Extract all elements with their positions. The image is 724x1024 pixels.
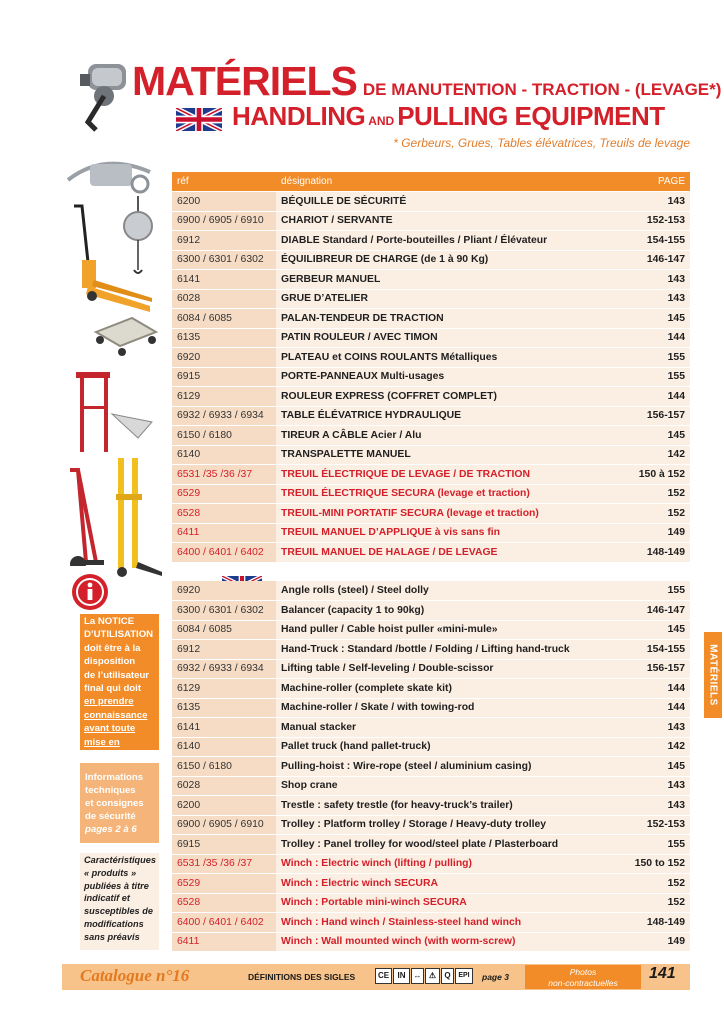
header-page: PAGE [626,172,690,192]
table-row [172,679,690,699]
row-designation: Trolley : Panel trolley for wood/steel plate / Plasterboard [276,835,626,855]
table-row [172,932,690,952]
table-row [172,893,690,913]
hand-winch-image [74,60,136,140]
row-ref: 6531 /35 /36 /37 [172,854,276,874]
row-designation: Lifting table / Self-leveling / Double-scissor [276,659,626,679]
table-row [172,289,690,309]
table-row [172,815,690,835]
row-ref: 6912 [172,640,276,660]
notice-line: doit être à la [84,642,141,654]
row-page: 154-155 [626,640,690,660]
row-designation: Manual stacker [276,718,626,738]
row-designation: Pulling-hoist : Wire-rope (steel / aluminium casing) [276,757,626,777]
table-row [172,835,690,855]
cable-puller-image [64,150,154,202]
header-footnote: * Gerbeurs, Grues, Tables élévatrices, Treuils de levage [393,136,690,150]
row-designation: Shop crane [276,776,626,796]
tech-line: Informations [85,772,144,783]
technical-info-box [80,763,159,843]
row-page: 155 [626,581,690,601]
row-ref: 6141 [172,718,276,738]
page-subtitle [232,101,665,132]
row-page: 152-153 [626,211,690,231]
notice-line: avant toute [84,723,136,735]
stacker-image [108,454,164,580]
row-ref: 6915 [172,367,276,387]
row-designation: Winch : Hand winch / Stainless-steel hand winch [276,913,626,933]
side-tab-label: MATÉRIELS [707,644,719,706]
row-ref: 6900 / 6905 / 6910 [172,211,276,231]
row-ref: 6028 [172,776,276,796]
row-designation: BÉQUILLE DE SÉCURITÉ [276,192,626,212]
table-row [172,620,690,640]
row-designation: DIABLE Standard / Porte-bouteilles / Pliant / Élévateur [276,231,626,251]
row-designation: Hand puller / Cable hoist puller «mini-mule» [276,620,626,640]
definitions-label: DÉFINITIONS DES SIGLES [248,972,356,982]
row-page: 155 [626,348,690,368]
row-designation: Hand-Truck : Standard /bottle / Folding / Lifting hand-truck [276,640,626,660]
row-page: 142 [626,737,690,757]
row-page: 146-147 [626,601,690,621]
row-designation: PLATEAU et COINS ROULANTS Métalliques [276,348,626,368]
row-designation: TREUIL MANUEL DE HALAGE / DE LEVAGE [276,543,626,563]
row-designation: Winch : Electric winch (lifting / pulling) [276,854,626,874]
table-row [172,698,690,718]
table-row [172,231,690,251]
row-page: 152-153 [626,815,690,835]
row-designation: Winch : Wall mounted winch (with worm-screw) [276,932,626,952]
tech-line: et consignes [85,798,144,809]
table-row [172,348,690,368]
table-header-row [172,172,690,192]
row-designation: ÉQUILIBREUR DE CHARGE (de 1 à 90 Kg) [276,250,626,270]
arrows-icon: ↔ [411,968,424,984]
page-title [132,58,721,105]
row-ref: 6411 [172,932,276,952]
row-page: 143 [626,289,690,309]
uk-flag-icon [176,108,222,131]
trestle-image [72,366,156,454]
table-row [172,718,690,738]
row-ref: 6140 [172,445,276,465]
usage-notice-box [80,614,159,762]
notice-line: D’UTILISATION [84,629,154,641]
header-designation: désignation [276,172,626,192]
disclaimer-line: sans préavis [84,931,140,942]
hand-truck-image [64,466,108,576]
row-designation: Trestle : safety trestle (for heavy-truck’s trailer) [276,796,626,816]
table-row [172,640,690,660]
notice-line: final qui doit [84,683,142,695]
row-ref: 6400 / 6401 / 6402 [172,543,276,563]
row-ref: 6150 / 6180 [172,426,276,446]
notice-line: de l’utilisateur [84,669,150,681]
row-ref: 6529 [172,484,276,504]
table-row [172,426,690,446]
definitions-page-ref: page 3 [482,972,509,982]
row-page: 155 [626,835,690,855]
row-designation: ROULEUR EXPRESS (COFFRET COMPLET) [276,387,626,407]
title-main: MATÉRIELS [132,58,357,104]
row-designation: TREUIL ÉLECTRIQUE DE LEVAGE / DE TRACTION [276,465,626,485]
info-icon [60,566,114,616]
row-designation: TREUIL-MINI PORTATIF SECURA (levage et traction) [276,504,626,524]
english-reference-table [172,581,690,952]
row-ref: 6528 [172,893,276,913]
table-row [172,659,690,679]
norm-mark-icon: IN [393,968,410,984]
row-page: 156-157 [626,659,690,679]
notice-exclamation: ! [117,750,123,762]
table-row [172,737,690,757]
table-row [172,211,690,231]
quality-mark-icon: Q [441,968,454,984]
disclaimer-line: « produits » [84,867,137,878]
row-designation: TIREUR A CÂBLE Acier / Alu [276,426,626,446]
row-designation: Trolley : Platform trolley / Storage / Heavy-duty trolley [276,815,626,835]
table-row [172,484,690,504]
row-designation: GERBEUR MANUEL [276,270,626,290]
table-row [172,504,690,524]
row-designation: Pallet truck (hand pallet-truck) [276,737,626,757]
row-ref: 6529 [172,874,276,894]
row-designation: PALAN-TENDEUR DE TRACTION [276,309,626,329]
notice-line: disposition [84,656,136,668]
row-ref: 6400 / 6401 / 6402 [172,913,276,933]
row-designation: TABLE ÉLÉVATRICE HYDRAULIQUE [276,406,626,426]
row-ref: 6920 [172,348,276,368]
row-ref: 6912 [172,231,276,251]
table-row [172,270,690,290]
notice-line: connaissance [84,709,148,721]
row-designation: CHARIOT / SERVANTE [276,211,626,231]
row-designation: GRUE D’ATELIER [276,289,626,309]
row-page: 145 [626,620,690,640]
table-row [172,854,690,874]
table-row [172,601,690,621]
notice-la: La [84,616,98,627]
row-page: 148-149 [626,543,690,563]
table-row [172,328,690,348]
disclaimer-line: modifications [84,918,144,929]
row-page: 152 [626,893,690,913]
row-page: 156-157 [626,406,690,426]
row-page: 149 [626,523,690,543]
row-page: 152 [626,484,690,504]
row-ref: 6129 [172,387,276,407]
tech-pages: pages 2 à 6 [85,824,137,835]
row-page: 149 [626,932,690,952]
row-ref: 6900 / 6905 / 6910 [172,815,276,835]
row-designation: Machine-roller / Skate / with towing-rod [276,698,626,718]
row-ref: 6300 / 6301 / 6302 [172,601,276,621]
table-row [172,445,690,465]
row-page: 143 [626,796,690,816]
table-row [172,796,690,816]
row-page: 152 [626,504,690,524]
row-page: 152 [626,874,690,894]
row-ref: 6932 / 6933 / 6934 [172,659,276,679]
row-ref: 6531 /35 /36 /37 [172,465,276,485]
row-designation: PORTE-PANNEAUX Multi-usages [276,367,626,387]
table-row [172,192,690,212]
row-page: 154-155 [626,231,690,251]
table-row [172,406,690,426]
row-page: 142 [626,445,690,465]
table-row [172,309,690,329]
row-designation: Balancer (capacity 1 to 90kg) [276,601,626,621]
row-ref: 6150 / 6180 [172,757,276,777]
row-ref: 6920 [172,581,276,601]
row-ref: 6915 [172,835,276,855]
header-ref: réf [172,172,276,192]
disclaimer-line: Caractéristiques [84,855,157,865]
row-page: 143 [626,270,690,290]
row-page: 150 à 152 [626,465,690,485]
photos-line: non-contractuelles [548,977,618,988]
row-designation: TRANSPALETTE MANUEL [276,445,626,465]
french-reference-table [172,172,690,563]
section-side-tab [704,632,722,718]
table-row [172,367,690,387]
catalogue-label: Catalogue n°16 [80,966,190,985]
row-ref: 6084 / 6085 [172,309,276,329]
row-ref: 6135 [172,328,276,348]
row-ref: 6200 [172,192,276,212]
notice-label: NOTICE [97,616,135,627]
row-designation: PATIN ROULEUR / AVEC TIMON [276,328,626,348]
table-row [172,543,690,563]
notice-line: en prendre [84,696,134,708]
subtitle-handling: HANDLING [232,101,366,131]
disclaimer-line: indicatif et [84,893,130,904]
row-page: 144 [626,328,690,348]
subtitle-pulling: PULLING EQUIPMENT [397,101,665,131]
table-row [172,387,690,407]
steel-dolly-image [92,314,158,358]
row-ref: 6028 [172,289,276,309]
row-page: 146-147 [626,250,690,270]
table-row [172,913,690,933]
subtitle-and: AND [368,114,395,128]
notice-line: mise en service [84,736,120,762]
row-page: 144 [626,387,690,407]
row-ref: 6140 [172,737,276,757]
row-designation: Winch : Electric winch SECURA [276,874,626,894]
row-page: 145 [626,309,690,329]
table-row [172,757,690,777]
row-ref: 6300 / 6301 / 6302 [172,250,276,270]
table-row [172,465,690,485]
row-page: 148-149 [626,913,690,933]
tech-line: techniques [85,785,136,796]
row-ref: 6135 [172,698,276,718]
row-page: 145 [626,757,690,777]
row-designation: TREUIL ÉLECTRIQUE SECURA (levage et traction) [276,484,626,504]
row-ref: 6141 [172,270,276,290]
row-page: 143 [626,192,690,212]
characteristics-disclaimer-box [80,853,159,950]
row-page: 143 [626,718,690,738]
warning-icon: ⚠ [425,968,440,984]
row-ref: 6932 / 6933 / 6934 [172,406,276,426]
row-ref: 6200 [172,796,276,816]
disclaimer-line: publiées à titre [84,880,149,891]
photos-line: Photos [569,967,597,977]
row-page: 155 [626,367,690,387]
pallet-truck-image [66,202,156,314]
row-ref: 6129 [172,679,276,699]
row-page: 144 [626,698,690,718]
disclaimer-line: susceptibles de [84,906,153,917]
row-page: 145 [626,426,690,446]
row-designation: Angle rolls (steel) / Steel dolly [276,581,626,601]
tech-line: de sécurité [85,811,136,822]
row-page: 150 to 152 [626,854,690,874]
table-row [172,523,690,543]
photos-disclaimer [525,965,641,989]
row-designation: Machine-roller (complete skate kit) [276,679,626,699]
row-ref: 6528 [172,504,276,524]
page-number: 141 [649,965,676,982]
table-row [172,581,690,601]
row-page: 144 [626,679,690,699]
row-designation: TREUIL MANUEL D’APPLIQUE à vis sans fin [276,523,626,543]
ce-mark-icon: CE [375,968,392,984]
row-designation: Winch : Portable mini-winch SECURA [276,893,626,913]
table-row [172,776,690,796]
table-row [172,250,690,270]
row-ref: 6084 / 6085 [172,620,276,640]
row-ref: 6411 [172,523,276,543]
epi-mark-icon: EPI [455,968,473,984]
row-page: 143 [626,776,690,796]
table-row [172,874,690,894]
title-secondary: DE MANUTENTION - TRACTION - (LEVAGE*) [362,80,722,99]
